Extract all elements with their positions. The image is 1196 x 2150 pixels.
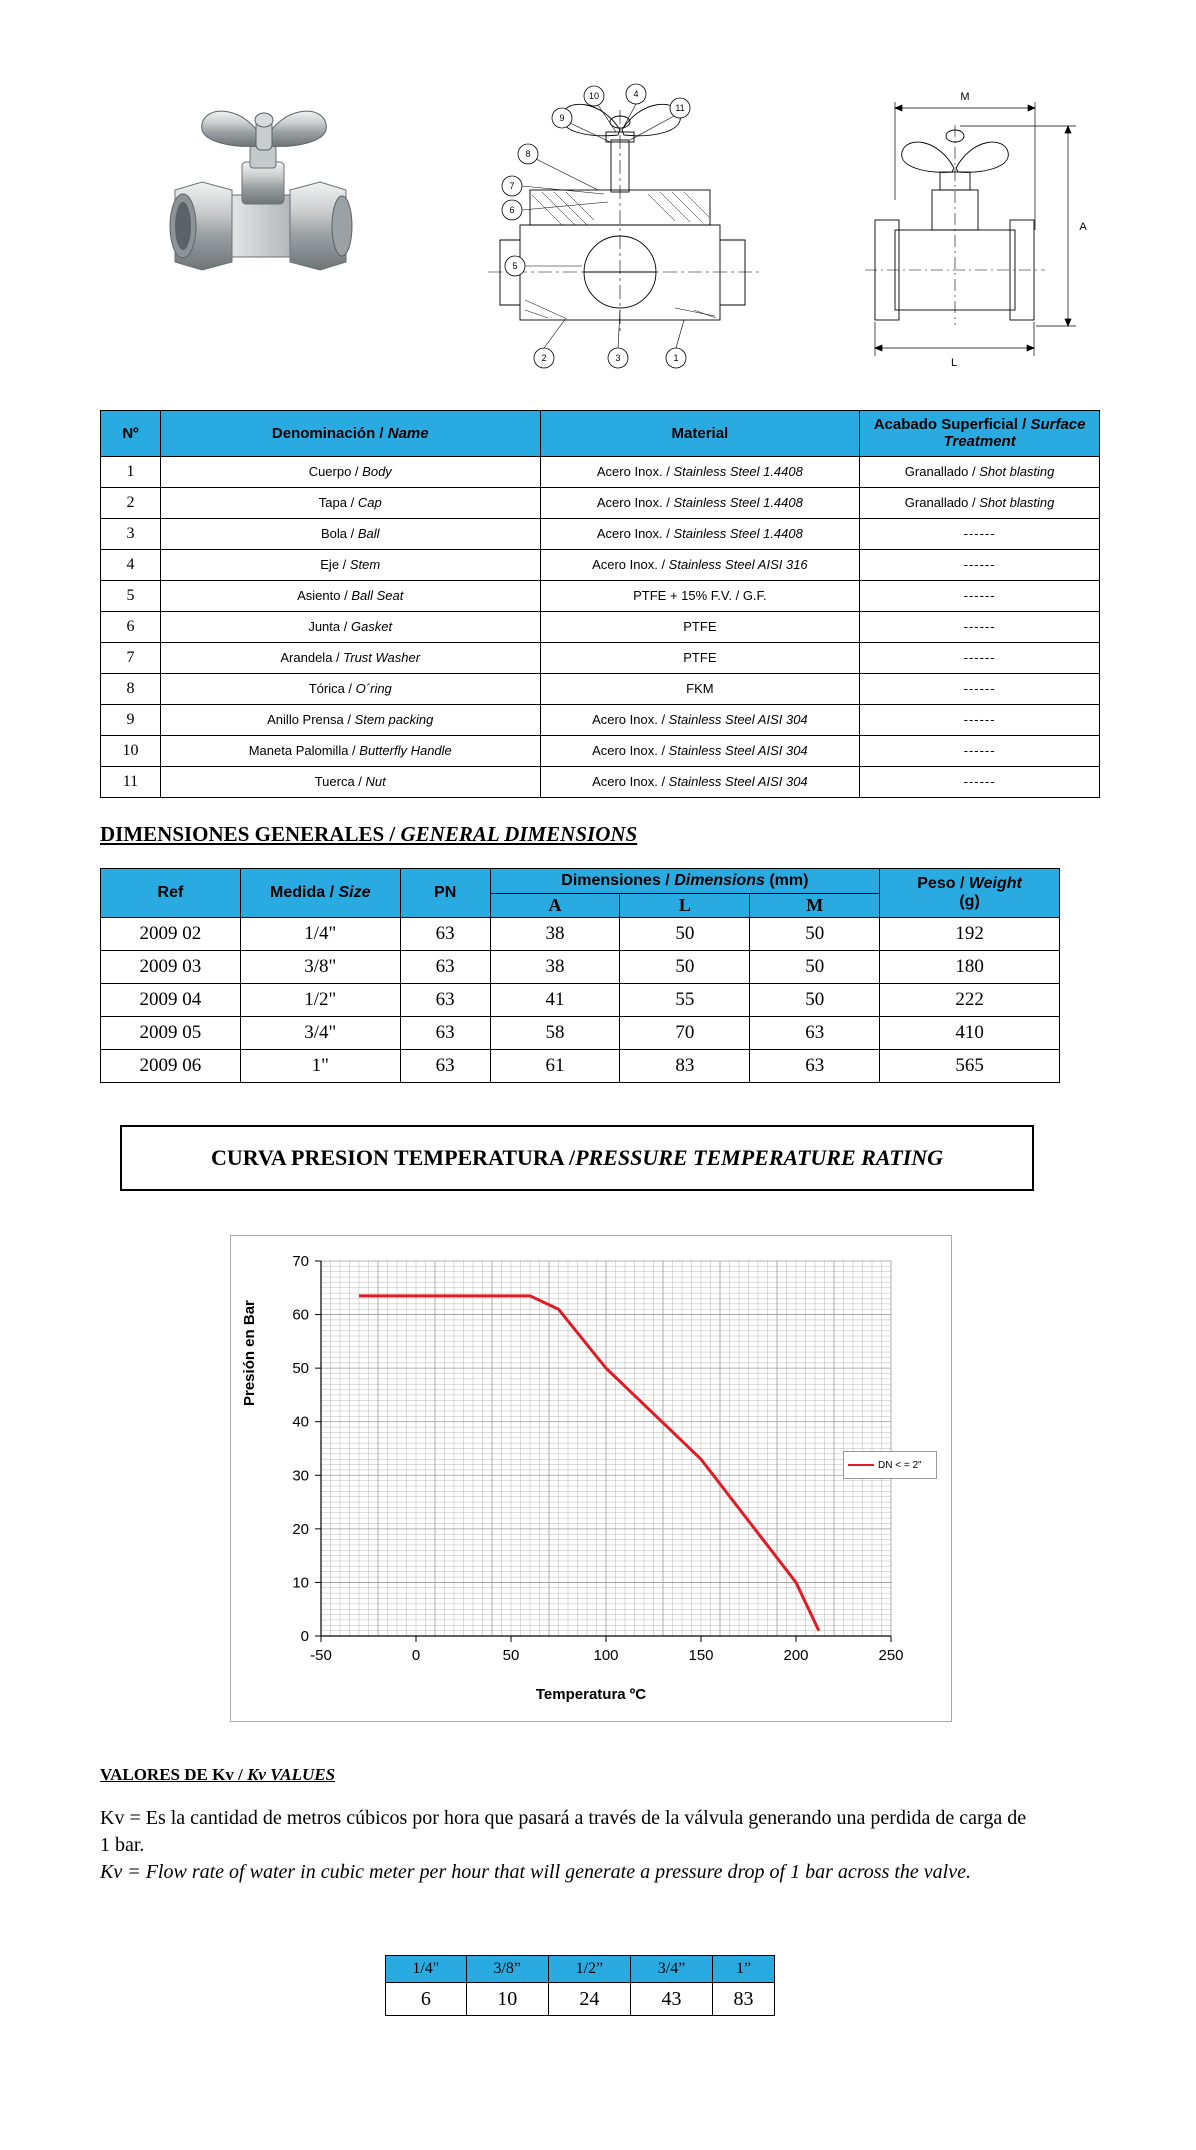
cell-no: 6 <box>101 611 161 642</box>
cell-pn: 63 <box>400 1050 490 1083</box>
table-row <box>101 518 1100 549</box>
cell-ref: 2009 04 <box>101 984 241 1017</box>
header-weight-es: Peso / <box>917 875 969 892</box>
cell-no: 3 <box>101 518 161 549</box>
cell-name <box>160 611 540 642</box>
pt-title-en: PRESSURE TEMPERATURE RATING <box>575 1145 944 1170</box>
dimensions-table <box>100 868 1060 1083</box>
header-size-en: Size <box>338 884 371 901</box>
sectional-drawing <box>470 70 800 400</box>
cell-m: 63 <box>750 1050 880 1083</box>
cell-m: 50 <box>750 984 880 1017</box>
kv-table <box>385 1955 775 2016</box>
table-row <box>101 918 1060 951</box>
cell-name <box>160 704 540 735</box>
dim-header-row-1 <box>101 869 1060 894</box>
header-dims-en: Dimensions <box>674 872 765 889</box>
table-header-row <box>101 411 1100 457</box>
header-weight-en: Weight <box>968 875 1022 892</box>
kv-header-cell: 3/4” <box>630 1956 712 1983</box>
table-row <box>101 1050 1060 1083</box>
dim-heading-en: GENERAL DIMENSIONS <box>400 822 638 846</box>
cell-size: 1/2" <box>240 984 400 1017</box>
material-es: Acero Inox. / <box>592 743 669 758</box>
header-finish <box>860 411 1100 457</box>
cell-no: 2 <box>101 487 161 518</box>
cell-name <box>160 642 540 673</box>
header-dims-es: Dimensiones / <box>561 872 675 889</box>
cell-material <box>540 704 860 735</box>
dim-label-l: L <box>950 357 958 369</box>
cell-no: 9 <box>101 704 161 735</box>
pt-title-es: CURVA PRESION TEMPERATURA / <box>210 1145 576 1170</box>
cell-weight: 222 <box>880 984 1060 1017</box>
kv-heading-en: Kv VALUES <box>247 1765 336 1784</box>
finish-en: Shot blasting <box>979 464 1055 479</box>
cell-weight: 192 <box>880 918 1060 951</box>
table-row <box>101 951 1060 984</box>
table-row <box>101 549 1100 580</box>
cell-finish: ------ <box>860 766 1100 797</box>
header-ref: Ref <box>101 869 241 918</box>
cell-size: 1" <box>240 1050 400 1083</box>
cell-material <box>540 487 860 518</box>
kv-header-cell: 1/2” <box>548 1956 630 1983</box>
chart-y-axis-label: Presión en Bar <box>241 1300 258 1406</box>
name-en: Stem <box>349 557 381 572</box>
cell-no: 11 <box>101 766 161 797</box>
cell-finish: ------ <box>860 673 1100 704</box>
name-es: Tórica / <box>308 681 356 696</box>
material-es: PTFE + 15% F.V. / G.F. <box>633 588 767 603</box>
kv-text-es: Kv = Es la cantidad de metros cúbicos por hora que pasará a través de la válvula generando una perdida de carga de 1 bar. <box>100 1807 1027 1856</box>
chart-x-axis-label: Temperatura ºC <box>535 1686 647 1703</box>
parts-table <box>100 410 1100 798</box>
svg-text:9: 9 <box>559 113 565 123</box>
svg-text:8: 8 <box>525 149 531 159</box>
chart-y-tick: 10 <box>292 1574 309 1592</box>
table-row <box>101 456 1100 487</box>
header-size-es: Medida / <box>270 884 339 901</box>
table-row <box>101 673 1100 704</box>
chart-x-tick: 200 <box>783 1647 809 1664</box>
cell-finish: ------ <box>860 735 1100 766</box>
chart-legend <box>843 1451 937 1479</box>
cell-no: 8 <box>101 673 161 704</box>
pressure-temperature-title-box <box>120 1125 1034 1191</box>
chart-y-tick: 0 <box>300 1628 309 1645</box>
chart-y-tick: 50 <box>292 1360 309 1378</box>
cell-material <box>540 642 860 673</box>
material-es: Acero Inox. / <box>592 712 669 727</box>
cell-pn: 63 <box>400 984 490 1017</box>
chart-series-line <box>359 1296 819 1631</box>
name-es: Eje / <box>320 557 350 572</box>
cell-weight: 410 <box>880 1017 1060 1050</box>
cell-size: 1/4" <box>240 918 400 951</box>
header-weight <box>880 869 1060 918</box>
material-en: Stainless Steel 1.4408 <box>673 495 803 510</box>
chart-x-tick: 50 <box>502 1647 520 1664</box>
cell-ref: 2009 03 <box>101 951 241 984</box>
cell-m: 50 <box>750 918 880 951</box>
cell-pn: 63 <box>400 951 490 984</box>
cell-m: 63 <box>750 1017 880 1050</box>
name-en: Gasket <box>350 619 393 634</box>
cell-material <box>540 456 860 487</box>
cell-no: 5 <box>101 580 161 611</box>
cell-no: 1 <box>101 456 161 487</box>
cell-finish: ------ <box>860 704 1100 735</box>
svg-text:1: 1 <box>673 353 679 363</box>
cell-a: 41 <box>490 984 620 1017</box>
chart-y-tick: 30 <box>292 1467 309 1485</box>
cell-name <box>160 580 540 611</box>
chart-y-tick: 70 <box>292 1253 309 1270</box>
svg-text:5: 5 <box>512 261 518 271</box>
cell-l: 50 <box>620 951 750 984</box>
cell-finish: ------ <box>860 549 1100 580</box>
dim-label-a: A <box>1079 221 1087 233</box>
cell-no: 4 <box>101 549 161 580</box>
cell-finish: ------ <box>860 611 1100 642</box>
kv-description <box>100 1805 1040 1886</box>
header-size <box>240 869 400 918</box>
name-en: Ball Seat <box>351 588 404 603</box>
cell-material <box>540 766 860 797</box>
material-es: Acero Inox. / <box>596 464 674 479</box>
kv-value-cell: 24 <box>548 1983 630 2016</box>
table-row <box>101 766 1100 797</box>
finish-es: Granallado / <box>904 495 980 510</box>
material-es: Acero Inox. / <box>596 495 674 510</box>
dim-label-m: M <box>960 91 970 103</box>
cell-material <box>540 549 860 580</box>
name-es: Arandela / <box>280 650 344 665</box>
header-finish-es: Acabado Superficial / <box>873 416 1031 433</box>
material-en: Stainless Steel AISI 316 <box>668 557 808 572</box>
name-es: Anillo Prensa / <box>267 712 355 727</box>
cell-material <box>540 580 860 611</box>
cell-finish: ------ <box>860 580 1100 611</box>
valve-photo <box>150 90 400 300</box>
svg-text:2: 2 <box>541 353 547 363</box>
cell-finish <box>860 456 1100 487</box>
material-es: FKM <box>686 681 714 696</box>
header-finish-en: Surface Treatment <box>943 416 1086 451</box>
kv-header-cell: 1/4" <box>386 1956 467 1983</box>
cell-l: 50 <box>620 918 750 951</box>
material-en: Stainless Steel AISI 304 <box>668 712 808 727</box>
chart-y-tick: 40 <box>292 1413 309 1431</box>
table-row <box>101 735 1100 766</box>
material-es: Acero Inox. / <box>592 774 669 789</box>
cell-ref: 2009 02 <box>101 918 241 951</box>
chart-x-tick: 250 <box>878 1647 904 1664</box>
name-en: Stem packing <box>354 712 434 727</box>
cell-a: 38 <box>490 951 620 984</box>
cell-pn: 63 <box>400 1017 490 1050</box>
general-dimensions-heading <box>100 822 637 847</box>
cell-finish: ------ <box>860 642 1100 673</box>
name-en: O´ring <box>355 681 392 696</box>
cell-name <box>160 673 540 704</box>
chart-y-tick: 20 <box>292 1520 309 1538</box>
cell-material <box>540 611 860 642</box>
kv-value-cell: 43 <box>630 1983 712 2016</box>
cell-l: 70 <box>620 1017 750 1050</box>
svg-text:11: 11 <box>675 103 685 113</box>
name-en: Body <box>362 464 392 479</box>
cell-ref: 2009 05 <box>101 1017 241 1050</box>
cell-a: 38 <box>490 918 620 951</box>
material-es: PTFE <box>683 619 717 634</box>
cell-l: 55 <box>620 984 750 1017</box>
cell-name <box>160 456 540 487</box>
cell-material <box>540 518 860 549</box>
cell-name <box>160 487 540 518</box>
material-en: Stainless Steel AISI 304 <box>668 774 808 789</box>
svg-text:10: 10 <box>588 91 600 101</box>
cell-l: 83 <box>620 1050 750 1083</box>
name-en: Ball <box>357 526 380 541</box>
cell-no: 10 <box>101 735 161 766</box>
table-row <box>101 984 1060 1017</box>
header-name <box>160 411 540 457</box>
name-es: Bola / <box>320 526 358 541</box>
kv-header-cell: 3/8” <box>466 1956 548 1983</box>
cell-material <box>540 735 860 766</box>
material-en: Stainless Steel AISI 304 <box>668 743 808 758</box>
kv-text-en: Kv = Flow rate of water in cubic meter per hour that will generate a pressure drop of 1 bar across the valve. <box>100 1861 971 1883</box>
kv-value-row <box>386 1983 775 2016</box>
finish-en: Shot blasting <box>979 495 1055 510</box>
cell-finish <box>860 487 1100 518</box>
cell-a: 58 <box>490 1017 620 1050</box>
name-en: Cap <box>357 495 382 510</box>
cell-name <box>160 735 540 766</box>
dim-heading-es: DIMENSIONES GENERALES / <box>100 822 401 846</box>
kv-values-heading <box>100 1765 335 1785</box>
cell-m: 50 <box>750 951 880 984</box>
chart-x-tick: -50 <box>310 1647 332 1664</box>
header-no: Nº <box>101 411 161 457</box>
header-pn: PN <box>400 869 490 918</box>
header-weight-unit: (g) <box>959 893 980 910</box>
chart-x-tick: 100 <box>593 1647 619 1664</box>
svg-text:4: 4 <box>633 89 639 99</box>
cell-ref: 2009 06 <box>101 1050 241 1083</box>
material-en: Stainless Steel 1.4408 <box>673 526 803 541</box>
table-row <box>101 580 1100 611</box>
name-en: Trust Washer <box>343 650 421 665</box>
header-col-a: A <box>490 894 620 918</box>
name-en: Butterfly Handle <box>359 743 452 758</box>
name-es: Tuerca / <box>314 774 366 789</box>
dimension-drawing <box>840 80 1100 380</box>
cell-size: 3/8" <box>240 951 400 984</box>
name-en: Nut <box>365 774 386 789</box>
svg-text:7: 7 <box>509 181 515 191</box>
table-row <box>101 611 1100 642</box>
kv-header-cell: 1” <box>713 1956 775 1983</box>
name-es: Asiento / <box>297 588 352 603</box>
chart-x-tick: 0 <box>411 1647 421 1664</box>
cell-size: 3/4" <box>240 1017 400 1050</box>
illustrations-row <box>0 30 1196 400</box>
name-es: Tapa / <box>318 495 358 510</box>
cell-name <box>160 766 540 797</box>
cell-no: 7 <box>101 642 161 673</box>
cell-a: 61 <box>490 1050 620 1083</box>
kv-value-cell: 6 <box>386 1983 467 2016</box>
cell-material <box>540 673 860 704</box>
material-es: PTFE <box>683 650 717 665</box>
name-es: Cuerpo / <box>308 464 363 479</box>
header-dims-unit: (mm) <box>764 872 809 889</box>
header-name-en: Name <box>387 424 429 442</box>
cell-pn: 63 <box>400 918 490 951</box>
legend-line-icon <box>848 1464 874 1466</box>
table-row <box>101 704 1100 735</box>
header-col-m: M <box>750 894 880 918</box>
material-es: Acero Inox. / <box>592 557 669 572</box>
finish-es: Granallado / <box>904 464 980 479</box>
kv-header-row <box>386 1956 775 1983</box>
header-col-l: L <box>620 894 750 918</box>
header-name-es: Denominación / <box>271 424 388 442</box>
svg-text:6: 6 <box>509 205 515 215</box>
material-en: Stainless Steel 1.4408 <box>673 464 803 479</box>
header-material: Material <box>540 411 860 457</box>
cell-weight: 565 <box>880 1050 1060 1083</box>
cell-name <box>160 549 540 580</box>
header-dimensions <box>490 869 880 894</box>
legend-label: DN < = 2" <box>878 1459 922 1471</box>
table-row <box>101 1017 1060 1050</box>
material-es: Acero Inox. / <box>596 526 674 541</box>
cell-weight: 180 <box>880 951 1060 984</box>
kv-value-cell: 83 <box>713 1983 775 2016</box>
pressure-temperature-chart <box>230 1235 952 1722</box>
name-es: Maneta Palomilla / <box>248 743 360 758</box>
table-row <box>101 642 1100 673</box>
cell-finish: ------ <box>860 518 1100 549</box>
kv-value-cell: 10 <box>466 1983 548 2016</box>
svg-text:3: 3 <box>615 353 621 363</box>
kv-heading-es: VALORES DE Kv / <box>100 1765 248 1784</box>
name-es: Junta / <box>308 619 351 634</box>
cell-name <box>160 518 540 549</box>
chart-y-tick: 60 <box>292 1306 309 1324</box>
table-row <box>101 487 1100 518</box>
chart-x-tick: 150 <box>688 1647 714 1664</box>
